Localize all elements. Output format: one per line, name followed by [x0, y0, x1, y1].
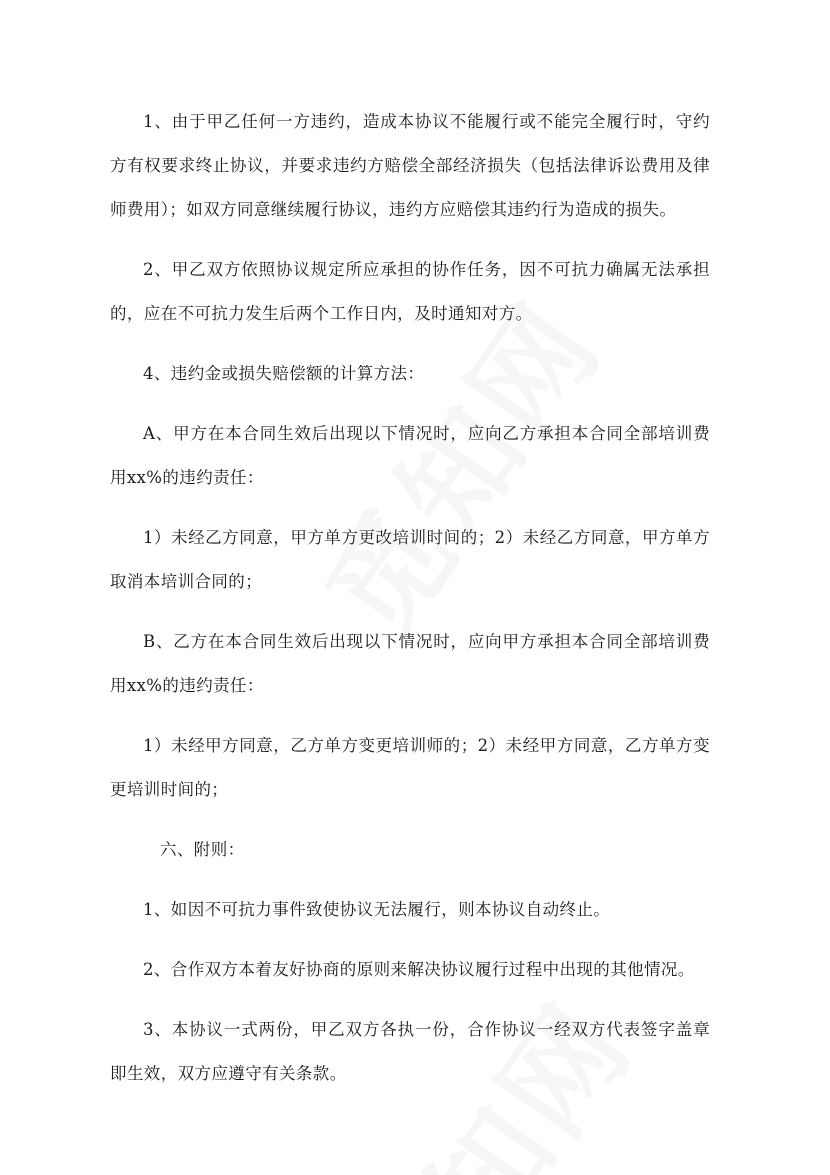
clause-friendly-negotiation: 2、合作双方本着友好协商的原则来解决协议履行过程中出现的其他情况。 — [143, 960, 695, 979]
clause-party-b-cases: 1）未经甲方同意，乙方单方变更培训师的；2）未经甲方同意，乙方单方变更培训时间的； — [110, 736, 710, 799]
clause-breach-termination: 1、由于甲乙任何一方违约，造成本协议不能履行或不能完全履行时，守约方有权要求终止协议，并要求违约方赔偿全部经济损失（包括法律诉讼费用及律师费用）；如双方同意继续履行协议，违约方应赔偿其违约行为造成的损失。 — [110, 112, 710, 219]
clause-penalty-calculation: 4、违约金或损失赔偿额的计算方法： — [143, 364, 425, 383]
clause-party-a-liability: A、甲方在本合同生效后出现以下情况时，应向乙方承担本合同全部培训费用xx%的违约责任： — [110, 424, 710, 487]
clause-party-b-liability: B、乙方在本合同生效后出现以下情况时，应向甲方承担本合同全部培训费用xx%的违约责任： — [110, 632, 710, 695]
clause-party-a-cases: 1）未经乙方同意，甲方单方更改培训时间的；2）未经乙方同意，甲方单方取消本培训合同的； — [110, 528, 710, 591]
section-heading-supplementary: 六、附则： — [160, 840, 245, 859]
clause-copies-effective: 3、本协议一式两份，甲乙双方各执一份，合作协议一经双方代表签字盖章即生效，双方应遵守有关条款。 — [110, 1020, 710, 1083]
clause-auto-termination: 1、如因不可抗力事件致使协议无法履行，则本协议自动终止。 — [143, 900, 611, 919]
document-body — [110, 100, 710, 1112]
clause-force-majeure-notice: 2、甲乙双方依照协议规定所应承担的协作任务，因不可抗力确属无法承担的，应在不可抗力发生后两个工作日内，及时通知对方。 — [110, 260, 710, 323]
